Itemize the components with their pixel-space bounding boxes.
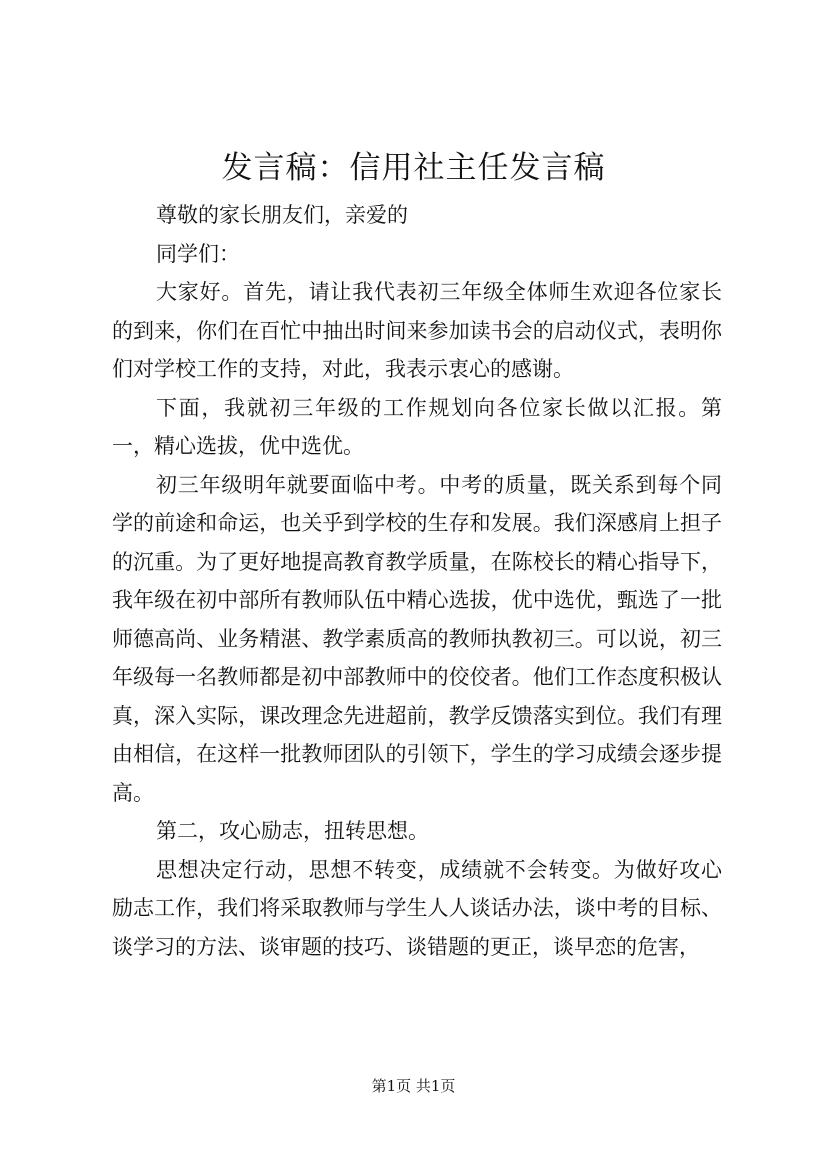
paragraph-second-point: 第二，攻心励志，扭转思想。 [156, 819, 429, 843]
paragraph-plan-intro: 下面，我就初三年级的工作规划向各位家长做以汇报。第一，精心选拔，优中选优。 [112, 395, 722, 458]
paragraph-teachers: 初三年级明年就要面临中考。中考的质量，既关系到每个同学的前途和命运，也关乎到学校的生存和发展。我们深感肩上担子的沉重。为了更好地提高教育教学质量，在陈校长的精心指导下，我年级在初中部所有教师队伍中精心选拔，优中选优，甄选了一批师德高尚、业务精湛、教学素质高的教师执教初三。可以说，初三年级每一名教师都是初中部教师中的佼佼者。他们工作态度积极认真，深入实际，课改理念先进超前，教学反馈落实到位。我们有理由相信，在这样一批教师团队的引领下，学生的学习成绩会逐步提高。 [112, 472, 722, 805]
paragraph-greeting: 大家好。首先，请让我代表初三年级全体师生欢迎各位家长的到来，你们在百忙中抽出时间来参加读书会的启动仪式，表明你们对学校工作的支持，对此，我表示衷心的感谢。 [112, 280, 722, 381]
paragraph-salutation-2: 同学们： [156, 241, 240, 266]
paragraph-mindset: 思想决定行动，思想不转变，成绩就不会转变。为做好攻心励志工作，我们将采取教师与学生人人谈话办法，谈中考的目标、谈学习的方法、谈审题的技巧、谈错题的更正，谈早恋的危害， [112, 857, 722, 959]
document-title: 发言稿：信用社主任发言稿 [221, 150, 606, 186]
document-body [112, 196, 722, 966]
page-number-footer: 第1页 共1页 [371, 1077, 456, 1095]
paragraph-salutation-1: 尊敬的家长朋友们，亲爱的 [156, 203, 408, 227]
